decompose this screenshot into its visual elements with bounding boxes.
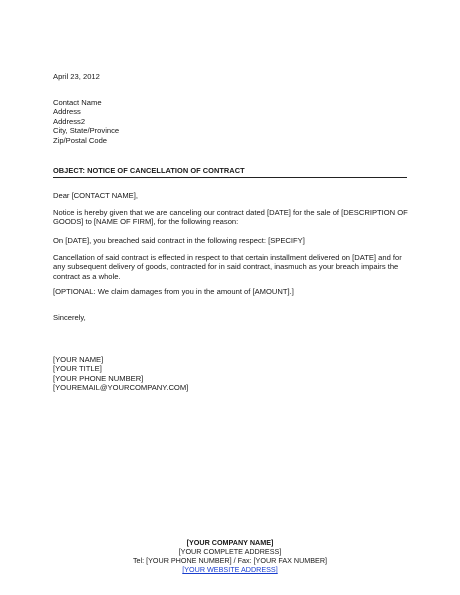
subject-divider [53, 177, 407, 178]
body-paragraph-notice: Notice is hereby given that we are canceling our contract dated [DATE] for the sale of [DESCRIPTION OF GOODS] to [NAME OF FIRM], for the following reason: [53, 208, 408, 227]
body-paragraph-cancellation: Cancellation of said contract is effected in respect to that certain installment delivered on [DATE] and for any subsequent delivery of goods, contracted for in said contract, inasmuch as your breach impairs the contract as a whole. [53, 253, 402, 281]
footer-address: [YOUR COMPLETE ADDRESS] [178, 547, 282, 556]
signature-name: [YOUR NAME] [53, 355, 104, 364]
letter-date: April 23, 2012 [53, 72, 100, 81]
footer-website-link[interactable]: [YOUR WEBSITE ADDRESS] [182, 565, 278, 574]
recipient-address-block [53, 98, 119, 145]
signature-email: [YOUREMAIL@YOURCOMPANY.COM] [53, 383, 189, 393]
letter-subject: OBJECT: NOTICE OF CANCELLATION OF CONTRACT [53, 166, 245, 175]
body-paragraph-optional-damages: [OPTIONAL: We claim damages from you in the amount of [AMOUNT].] [53, 287, 294, 296]
recipient-contact-name: Contact Name [53, 98, 102, 107]
body-paragraph-breach: On [DATE], you breached said contract in the following respect: [SPECIFY] [53, 236, 305, 245]
footer-contact-line: Tel: [YOUR PHONE NUMBER] / Fax: [YOUR FAX NUMBER] [132, 556, 328, 565]
recipient-address: Address [53, 107, 81, 117]
letter-salutation: Dear [CONTACT NAME], [53, 191, 138, 200]
letter-closing: Sincerely, [53, 313, 86, 322]
footer-company-name: [YOUR COMPANY NAME] [186, 538, 274, 547]
signature-phone: [YOUR PHONE NUMBER] [53, 373, 144, 383]
signature-block [53, 355, 188, 393]
recipient-address2: Address2 [53, 116, 86, 126]
recipient-zip: Zip/Postal Code [53, 135, 108, 145]
signature-title: [YOUR TITLE] [53, 364, 102, 374]
company-footer [0, 538, 460, 574]
recipient-city-state: City, State/Province [53, 126, 120, 136]
